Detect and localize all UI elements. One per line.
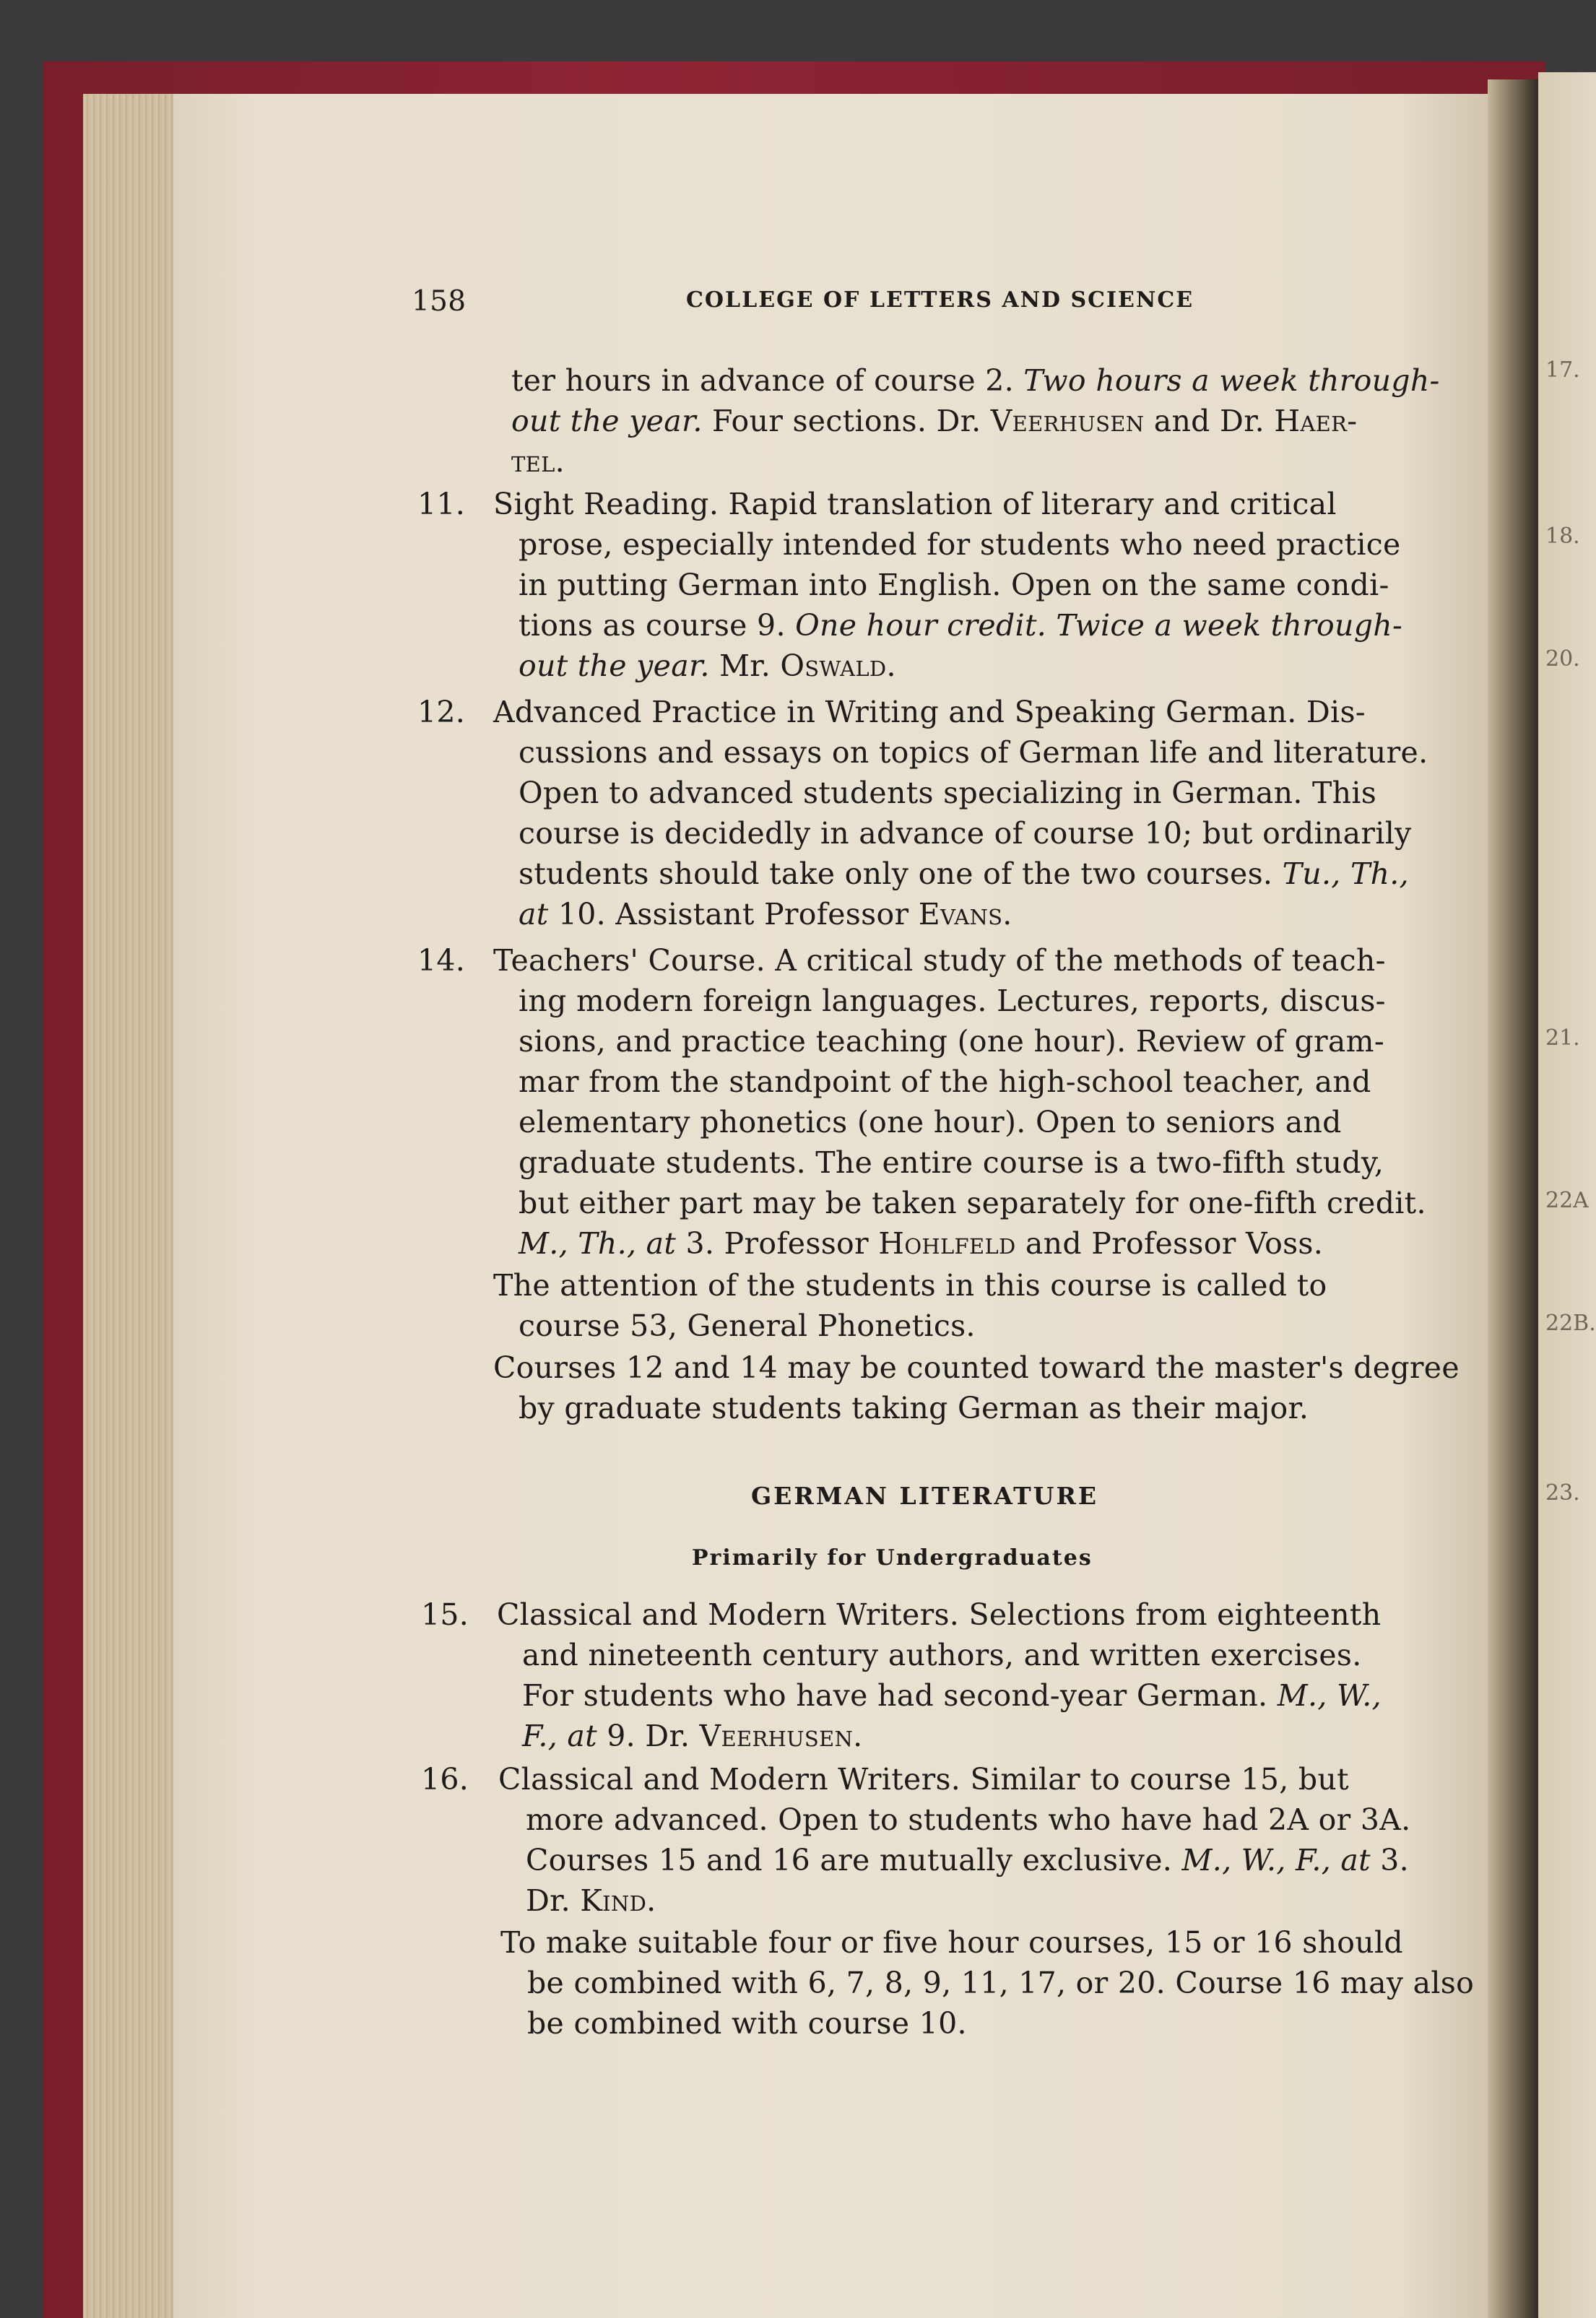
text-line: prose, especially intended for students who need practice [519, 527, 1401, 562]
note-line: be combined with 6, 7, 8, 9, 11, 17, or 20. Course 16 may also [527, 1966, 1475, 2000]
section-heading: GERMAN LITERATURE [751, 1482, 1099, 1510]
course-title-line: Classical and Modern Writers. Similar to course 15, but [498, 1762, 1349, 1797]
text-line: course is decidedly in advance of course 10; but ordinarily [519, 816, 1412, 851]
page-number: 158 [412, 285, 467, 318]
text-line: out the year. Four sections. Dr. Veerhusen and Dr. Haer- [511, 404, 1358, 438]
text-line: mar from the standpoint of the high-school teacher, and [519, 1064, 1371, 1099]
text-line: sions, and practice teaching (one hour). Review of gram- [519, 1024, 1384, 1059]
text-line: more advanced. Open to students who have had 2A or 3A. [526, 1802, 1411, 1837]
text-line: Open to advanced students specializing in German. This [519, 776, 1377, 810]
note-line: by graduate students taking German as their major. [519, 1391, 1309, 1425]
text-line: at 10. Assistant Professor Evans. [519, 897, 1012, 932]
facing-page-fragment: 21. [1545, 1025, 1580, 1051]
course-number: 16. [421, 1762, 469, 1797]
text-line: and nineteenth century authors, and written exercises. [522, 1638, 1362, 1672]
section-subheading: Primarily for Undergraduates [692, 1545, 1093, 1571]
running-head: COLLEGE OF LETTERS AND SCIENCE [686, 287, 1194, 313]
text-line: ter hours in advance of course 2. Two hours a week through- [511, 363, 1440, 398]
course-number: 12. [417, 695, 466, 729]
note-line: The attention of the students in this course is called to [493, 1268, 1327, 1303]
note-line: Courses 12 and 14 may be counted toward the master's degree [493, 1350, 1460, 1385]
text-line: tions as course 9. One hour credit. Twice a week through- [519, 608, 1403, 643]
text-line: out the year. Mr. Oswald. [519, 648, 896, 683]
facing-page-fragment: 20. [1545, 646, 1580, 672]
text-line: but either part may be taken separately for one-fifth credit. [519, 1186, 1426, 1220]
course-title-line: Sight Reading. Rapid translation of literary and critical [493, 487, 1337, 521]
text-line: tel. [511, 444, 565, 479]
text-line: Courses 15 and 16 are mutually exclusive. M., W., F., at 3. [526, 1843, 1409, 1878]
text-line: graduate students. The entire course is a two-fifth study, [519, 1145, 1384, 1180]
course-title-line: Teachers' Course. A critical study of the methods of teach- [493, 943, 1386, 978]
text-line: in putting German into English. Open on the same condi- [519, 568, 1389, 602]
course-number: 15. [421, 1597, 469, 1632]
text-line: ing modern foreign languages. Lectures, reports, discus- [519, 984, 1386, 1018]
course-number: 11. [417, 487, 466, 521]
note-line: be combined with course 10. [527, 2006, 967, 2041]
text-line: Dr. Kind. [526, 1883, 656, 1918]
course-title-line: Classical and Modern Writers. Selections from eighteenth [497, 1597, 1382, 1632]
course-number: 14. [417, 943, 466, 978]
facing-page-fragment: 18. [1545, 524, 1580, 549]
facing-page-fragment: 22B. [1545, 1311, 1596, 1336]
text-line: For students who have had second-year German. M., W., [522, 1678, 1382, 1713]
text-line: M., Th., at 3. Professor Hohlfeld and Professor Voss. [519, 1226, 1324, 1261]
note-line: course 53, General Phonetics. [519, 1308, 976, 1343]
gutter-shadow [1488, 79, 1538, 2318]
course-title-line: Advanced Practice in Writing and Speaking German. Dis- [493, 695, 1366, 729]
text-line: students should take only one of the two courses. Tu., Th., [519, 856, 1409, 891]
note-line: To make suitable four or five hour courses, 15 or 16 should [500, 1925, 1403, 1960]
facing-page-fragment: 17. [1545, 357, 1580, 383]
text-line: cussions and essays on topics of German life and literature. [519, 735, 1428, 770]
text-line: F., at 9. Dr. Veerhusen. [522, 1719, 863, 1753]
facing-page-fragment: 23. [1545, 1480, 1580, 1506]
facing-page-fragment: 22A [1545, 1188, 1589, 1213]
text-line: elementary phonetics (one hour). Open to seniors and [519, 1105, 1342, 1140]
